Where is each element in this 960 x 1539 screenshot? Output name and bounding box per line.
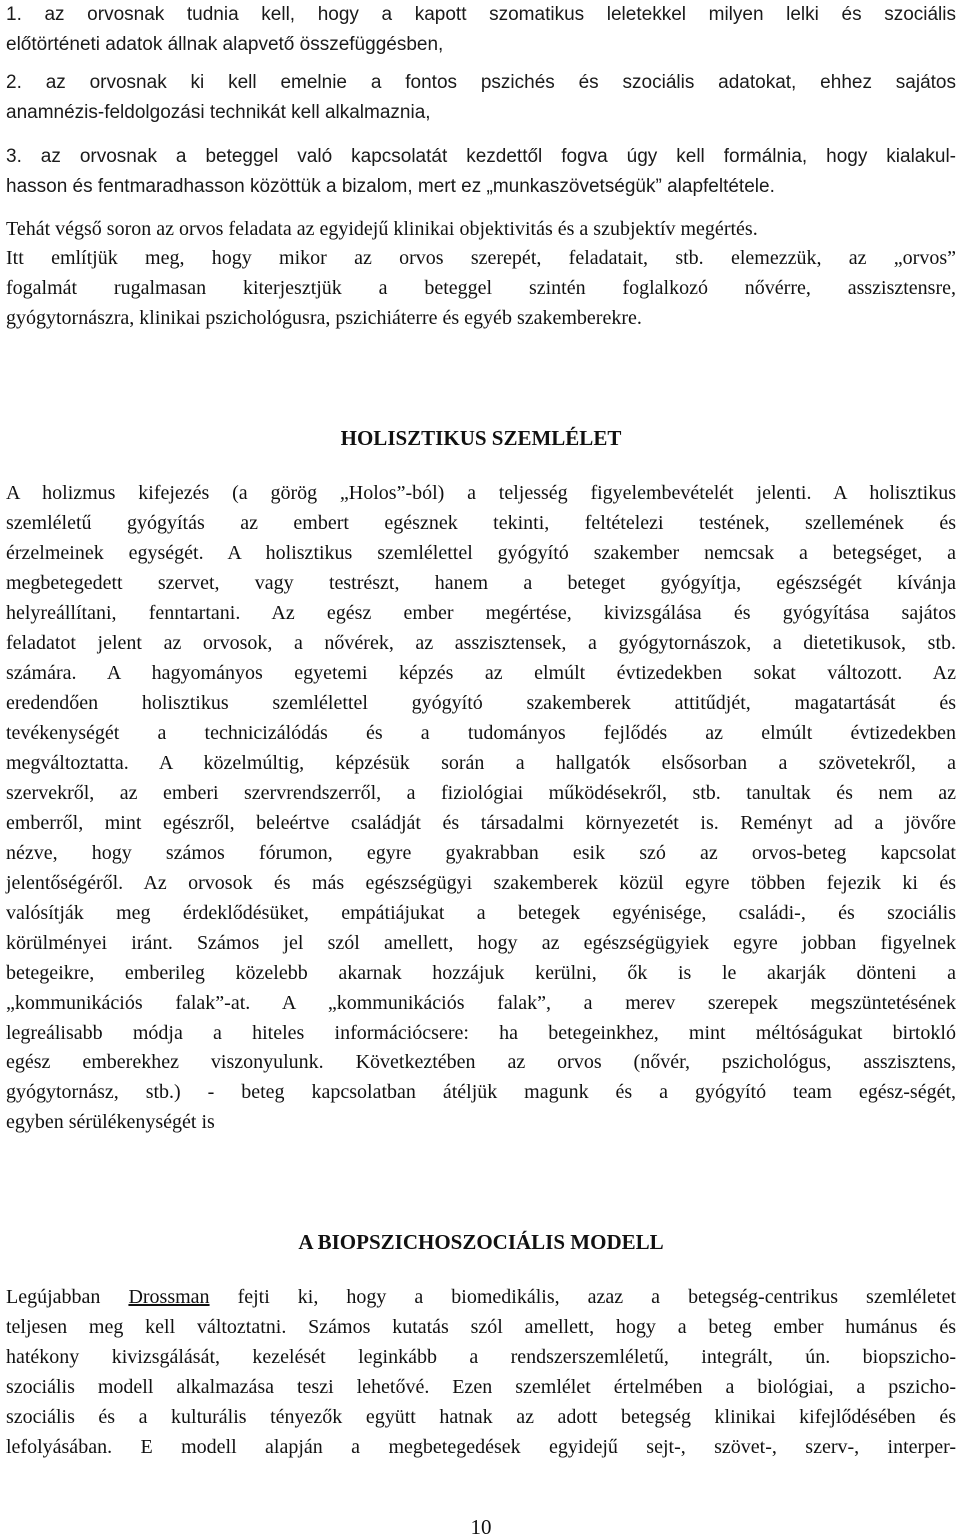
s2-first-line-after: fejti ki, hogy a biomedikális, azaz a betegség-centrikus szemléletet (209, 1286, 956, 1308)
s2-line: szociális és a kulturális tényezők együtt hatnak az adott betegség klinikai kifejlődésében és (6, 1406, 956, 1428)
s1-line: jelentőségéről. Az orvosok és más egészségügyi szakemberek közül egyre többen fejezik ki és (6, 872, 956, 894)
s1-line: eredendően holisztikus szemlélettel gyógyító szakemberek attitűdjét, magatartását és (6, 692, 956, 714)
s2-first-line (6, 1284, 956, 1310)
s1-line: megváltoztatta. A közelmúltig, képzésük során a hallgatók elsősorban a szövetekről, a (6, 752, 956, 774)
section-heading-biopszichoszocialis: A BIOPSZICHOSZOCIÁLIS MODELL (298, 1230, 664, 1254)
s2-first-line-before: Legújabban (6, 1286, 129, 1308)
list-item-2-line-2: anamnézis-feldolgozási technikát kell alkalmaznia, (6, 102, 431, 123)
list-item-3-line-2: hasson és fentmaradhasson közöttük a bizalom, mert ez „munkaszövetségük” alapfeltétele. (6, 176, 775, 197)
s2-line: hatékony kivizsgálását, kezelését leginkább a rendszerszemléletű, integrált, ún. biopszicho- (6, 1346, 956, 1368)
s1-line: emberről, mint egészről, beleértve családját és társadalmi környezetét is. Reményt ad a jövőre (6, 812, 956, 834)
s1-line: tevékenységét a technicizálódás és a tudományos fejlődés az elmúlt évtizedekben (6, 722, 956, 744)
s1-line: helyreállítani, fenntartani. Az egész ember megértése, kivizsgálása és gyógyítása sajátos (6, 602, 956, 624)
intro-line-3: fogalmát rugalmasan kiterjesztjük a beteggel szintén foglalkozó nővérre, asszisztensre, (6, 277, 956, 299)
page-number: 10 (470, 1515, 492, 1539)
document-page (6, 0, 956, 1537)
intro-line-4: gyógytornászra, klinikai pszichológusra, pszichiáterre és egyéb szakemberekre. (6, 307, 642, 329)
s1-line: gyógytornász, stb.) - beteg kapcsolatban átéljük magunk és a gyógyító team egész-ségét, (6, 1081, 956, 1103)
s1-line: egész emberekhez viszonyulunk. Következtében az orvos (nővér, pszichológus, asszisztens, (6, 1051, 956, 1073)
s1-line: érzelmeinek egységét. A holisztikus szemlélettel gyógyító szakember nemcsak a betegséget, a (6, 542, 956, 564)
s1-line: betegeikre, emberileg közelebb akarnak hozzájuk kerülni, ők is le akarják dönteni a (6, 962, 956, 984)
s1-line: A holizmus kifejezés (a görög „Holos”-ból) a teljesség figyelembevételét jelenti. A holisztikus (6, 482, 956, 504)
s1-line: számára. A hagyományos egyetemi képzés az elmúlt évtizedekben sokat változott. Az (6, 662, 956, 684)
list-item-1-line-1: 1. az orvosnak tudnia kell, hogy a kapott szomatikus leletekkel milyen lelki és szociális (6, 4, 956, 25)
s1-line: nézve, hogy számos fórumon, egyre gyakrabban esik szó az orvos-beteg kapcsolat (6, 842, 956, 864)
section-heading-holisztikus: HOLISZTIKUS SZEMLÉLET (340, 426, 622, 450)
s1-line: valósítják meg érdeklődésüket, empátiájukat a betegek egyénisége, családi-, és szociális (6, 902, 956, 924)
s2-line: teljesen meg kell változtatni. Számos kutatás szól amellett, hogy a beteg ember humánus és (6, 1316, 956, 1338)
list-item-1-line-2: előtörténeti adatok állnak alapvető összefüggésben, (6, 34, 444, 55)
s1-line: feladatot jelent az orvosok, a nővérek, az asszisztensek, a gyógytornászok, a dietetikusok, stb. (6, 632, 956, 654)
list-item-3-line-1: 3. az orvosnak a beteggel való kapcsolatát kezdettől fogva úgy kell formálnia, hogy kialakul- (6, 146, 956, 167)
s1-line: megbetegedett szervet, vagy testrészt, hanem a beteget gyógyítja, egészségét kívánja (6, 572, 956, 594)
s2-line: lefolyásában. E modell alapján a megbetegedések egyidejű sejt-, szövet-, szerv-, interper- (6, 1436, 956, 1458)
s2-line: szociális modell alkalmazása teszi lehetővé. Ezen szemlélet értelmében a biológiai, a pszicho- (6, 1376, 956, 1398)
s1-line: „kommunikációs falak”-at. A „kommunikációs falak”, a merev szerepek megszüntetésének (6, 992, 956, 1014)
s1-line-last: egyben sérülékenységét is (6, 1111, 215, 1133)
s1-line: szemléletű gyógyítás az embert egésznek tekinti, feltételezi testének, szellemének és (6, 512, 956, 534)
s1-line: körülményei iránt. Számos jel szól amellett, hogy az egészségügyiek egyre jobban figyelnek (6, 932, 956, 954)
intro-line-1: Tehát végső soron az orvos feladata az egyidejű klinikai objektivitás és a szubjektív megértés. (6, 218, 758, 240)
intro-line-2: Itt említjük meg, hogy mikor az orvos szerepét, feladatait, stb. elemezzük, az „orvos” (6, 247, 956, 269)
list-item-2-line-1: 2. az orvosnak ki kell emelnie a fontos pszichés és szociális adatokat, ehhez sajátos (6, 72, 956, 93)
s1-line: legreálisabb módja a hiteles információcsere: ha betegeinkhez, mint méltóságukat birtokló (6, 1022, 956, 1044)
drossman-link[interactable]: Drossman (128, 1286, 210, 1308)
s1-line: szervekről, az emberi szervrendszerről, a fiziológiai működésekről, stb. tanultak és nem az (6, 782, 956, 804)
